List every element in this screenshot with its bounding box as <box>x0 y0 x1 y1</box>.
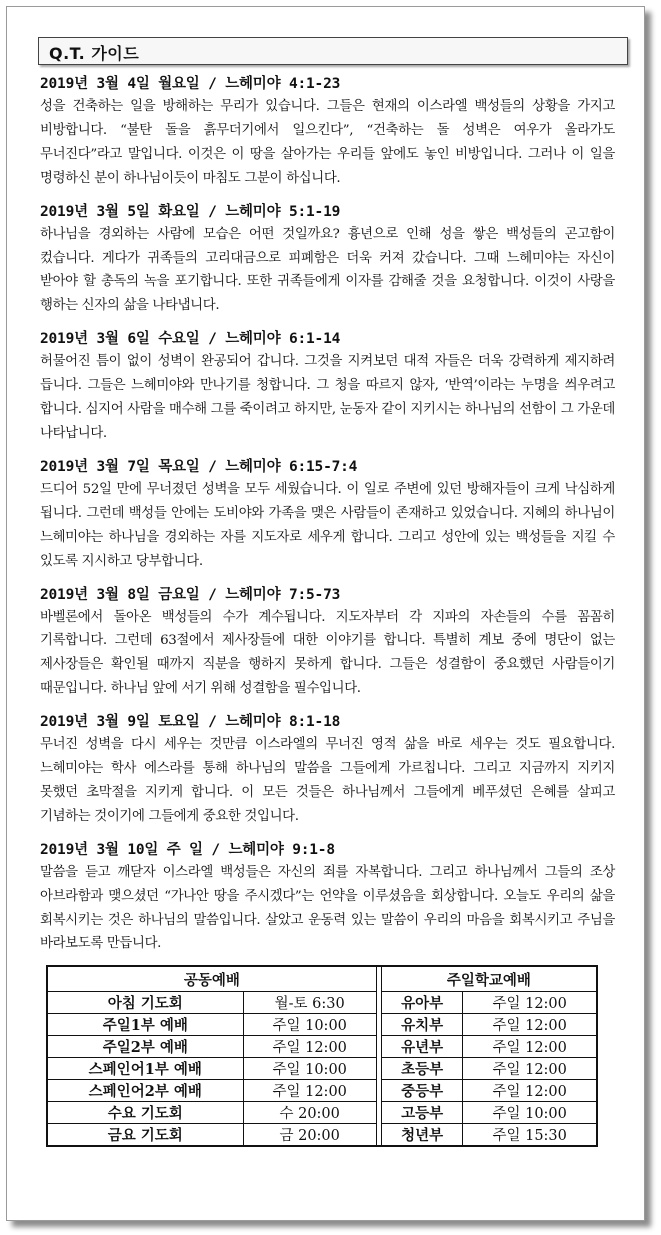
department-time: 주일 12:00 <box>463 1036 597 1058</box>
service-name: 주일2부 예배 <box>47 1036 243 1058</box>
department-name: 청년부 <box>381 1124 463 1147</box>
table-row <box>47 1124 597 1147</box>
entry-heading: 2019년 3월 8일 금요일 / 느헤미야 7:5-73 <box>40 586 341 603</box>
service-name: 수요 기도회 <box>47 1102 243 1124</box>
title-box <box>38 37 628 65</box>
entry-heading: 2019년 3월 7일 목요일 / 느헤미야 6:15-7:4 <box>40 458 358 475</box>
department-name: 중등부 <box>381 1080 463 1102</box>
service-name: 주일1부 예배 <box>47 1014 243 1036</box>
page-title: Q.T. 가이드 <box>49 44 140 63</box>
service-name: 스페인어2부 예배 <box>47 1080 243 1102</box>
entry-body: 하나님을 경외하는 사람에 모습은 어떤 것일까요? 흉년으로 인해 성을 쌓은 백성들의 곤고함이 컸습니다. 게다가 귀족들의 고리대금으로 피폐함은 더욱 커져 갔습니다. 그때 느헤미야는 자신이 받아야 할 총독의 녹을 포기합니다. 또한 귀족들에게 이자를 감해줄 것을 요청합니다. 이것이 사랑을 행하는 신자의 삶을 나타냅니다. <box>40 226 615 314</box>
department-time: 주일 12:00 <box>463 1058 597 1080</box>
qt-entry <box>40 202 615 319</box>
department-time: 주일 12:00 <box>463 1080 597 1102</box>
service-time: 주일 12:00 <box>243 1080 376 1102</box>
table-row <box>47 1014 597 1036</box>
table-row <box>47 1102 597 1124</box>
entry-heading: 2019년 3월 9일 토요일 / 느헤미야 8:1-18 <box>40 714 341 731</box>
table-header-row <box>47 966 597 992</box>
department-time: 주일 12:00 <box>463 1014 597 1036</box>
qt-entry <box>40 329 615 446</box>
qt-entry <box>40 457 615 574</box>
qt-entry <box>40 840 615 957</box>
department-name: 유치부 <box>381 1014 463 1036</box>
table-row <box>47 992 597 1014</box>
entry-heading: 2019년 3월 4일 월요일 / 느헤미야 4:1-23 <box>40 76 341 92</box>
entry-body: 말씀을 듣고 깨닫자 이스라엘 백성들은 자신의 죄를 자복합니다. 그리고 하나님께서 그들의 조상 아브라함과 맺으셨던 “가나안 땅을 주시겠다”는 언약을 이루셨음을 회상합니다. 오늘도 우리의 삶을 회복시키는 것은 하나님의 말씀입니다. 살았고 운동력 있는 말씀이 우리의 마음을 회복시키고 주님을 바라보도록 만듭니다. <box>40 864 615 952</box>
service-name: 금요 기도회 <box>47 1124 243 1147</box>
entry-heading: 2019년 3월 5일 화요일 / 느헤미야 5:1-19 <box>40 203 341 220</box>
service-name: 아침 기도회 <box>47 992 243 1014</box>
department-time: 주일 10:00 <box>463 1102 597 1124</box>
entry-body: 드디어 52일 만에 무너졌던 성벽을 모두 세웠습니다. 이 일로 주변에 있던 방해자들이 크게 낙심하게 됩니다. 그런데 백성들 안에는 도비야와 가족을 맺은 사람들이 존재하고 있었습니다. 지혜의 하나님이 느헤미야는 하나님을 경외하는 자를 지도자로 세우게 합니다. 그리고 성안에 있는 백성들을 지킬 수 있도록 지시하고 당부합니다. <box>40 481 615 569</box>
service-schedule-table <box>46 965 598 1147</box>
service-time: 월-토 6:30 <box>243 992 376 1014</box>
qt-entry <box>40 74 615 191</box>
worship-header: 공동예배 <box>47 966 376 992</box>
department-name: 고등부 <box>381 1102 463 1124</box>
qt-entry <box>40 585 615 702</box>
entry-body: 성을 건축하는 일을 방해하는 무리가 있습니다. 그들은 현재의 이스라엘 백성들의 상황을 가지고 비방합니다. “불탄 돌을 흙무더기에서 일으킨다”, “건축하는 돌 성벽은 여우가 올라가도 무너진다”라고 말입니다. 이것은 이 땅을 살아가는 우리들 앞에도 놓인 비방입니다. 그러나 이 일을 명령하신 분이 하나님이듯이 마침도 그분이 하십니다. <box>40 99 615 186</box>
table-row <box>47 1080 597 1102</box>
department-name: 유아부 <box>381 992 463 1014</box>
service-time: 주일 12:00 <box>243 1036 376 1058</box>
department-time: 주일 15:30 <box>463 1124 597 1147</box>
table-row <box>47 1058 597 1080</box>
entry-body: 바벨론에서 돌아온 백성들의 수가 계수됩니다. 지도자부터 각 지파의 자손들의 수를 꼼꼼히 기록합니다. 그런데 63절에서 제사장들에 대한 이야기를 합니다. 특별히 계보 중에 명단이 없는 제사장들은 확인될 때까지 직분을 행하지 못하게 합니다. 그들은 성결함이 중요했던 사람들이기 때문입니다. 하나님 앞에 서기 위해 성결함을 필수입니다. <box>40 609 615 697</box>
entry-heading: 2019년 3월 10일 주 일 / 느헤미야 9:1-8 <box>40 841 335 858</box>
entry-body: 무너진 성벽을 다시 세우는 것만큼 이스라엘의 무너진 영적 삶을 바로 세우는 것도 필요합니다. 느헤미야는 학사 에스라를 통해 하나님의 말씀을 그들에게 가르칩니다. 그리고 지금까지 지키지 못했던 초막절을 지키게 합니다. 이 모든 것들은 하나님께서 그들에게 베푸셨던 은혜를 살피고 기념하는 것이기에 그들에게 중요한 것입니다. <box>40 737 615 824</box>
qt-entries <box>40 74 615 967</box>
entry-heading: 2019년 3월 6일 수요일 / 느헤미야 6:1-14 <box>40 331 341 348</box>
department-time: 주일 12:00 <box>463 992 597 1014</box>
qt-entry <box>40 712 615 829</box>
service-time: 금 20:00 <box>243 1124 376 1147</box>
entry-body: 허물어진 틈이 없이 성벽이 완공되어 갑니다. 그것을 지켜보던 대적 자들은 더욱 강력하게 제지하려 듭니다. 그들은 느헤미야와 만나기를 청합니다. 그 청을 따르지 않자, ‘반역’이라는 누명을 씌우려고 합니다. 심지어 사람을 매수해 그를 죽이려고 하지만, 눈동자 같이 지키시는 하나님의 선함이 그 가운데 나타납니다. <box>40 354 615 441</box>
service-time: 주일 10:00 <box>243 1058 376 1080</box>
service-name: 스페인어1부 예배 <box>47 1058 243 1080</box>
service-time: 주일 10:00 <box>243 1014 376 1036</box>
service-time: 수 20:00 <box>243 1102 376 1124</box>
table-row <box>47 1036 597 1058</box>
department-name: 초등부 <box>381 1058 463 1080</box>
sunday-school-header: 주일학교예배 <box>381 966 597 992</box>
department-name: 유년부 <box>381 1036 463 1058</box>
